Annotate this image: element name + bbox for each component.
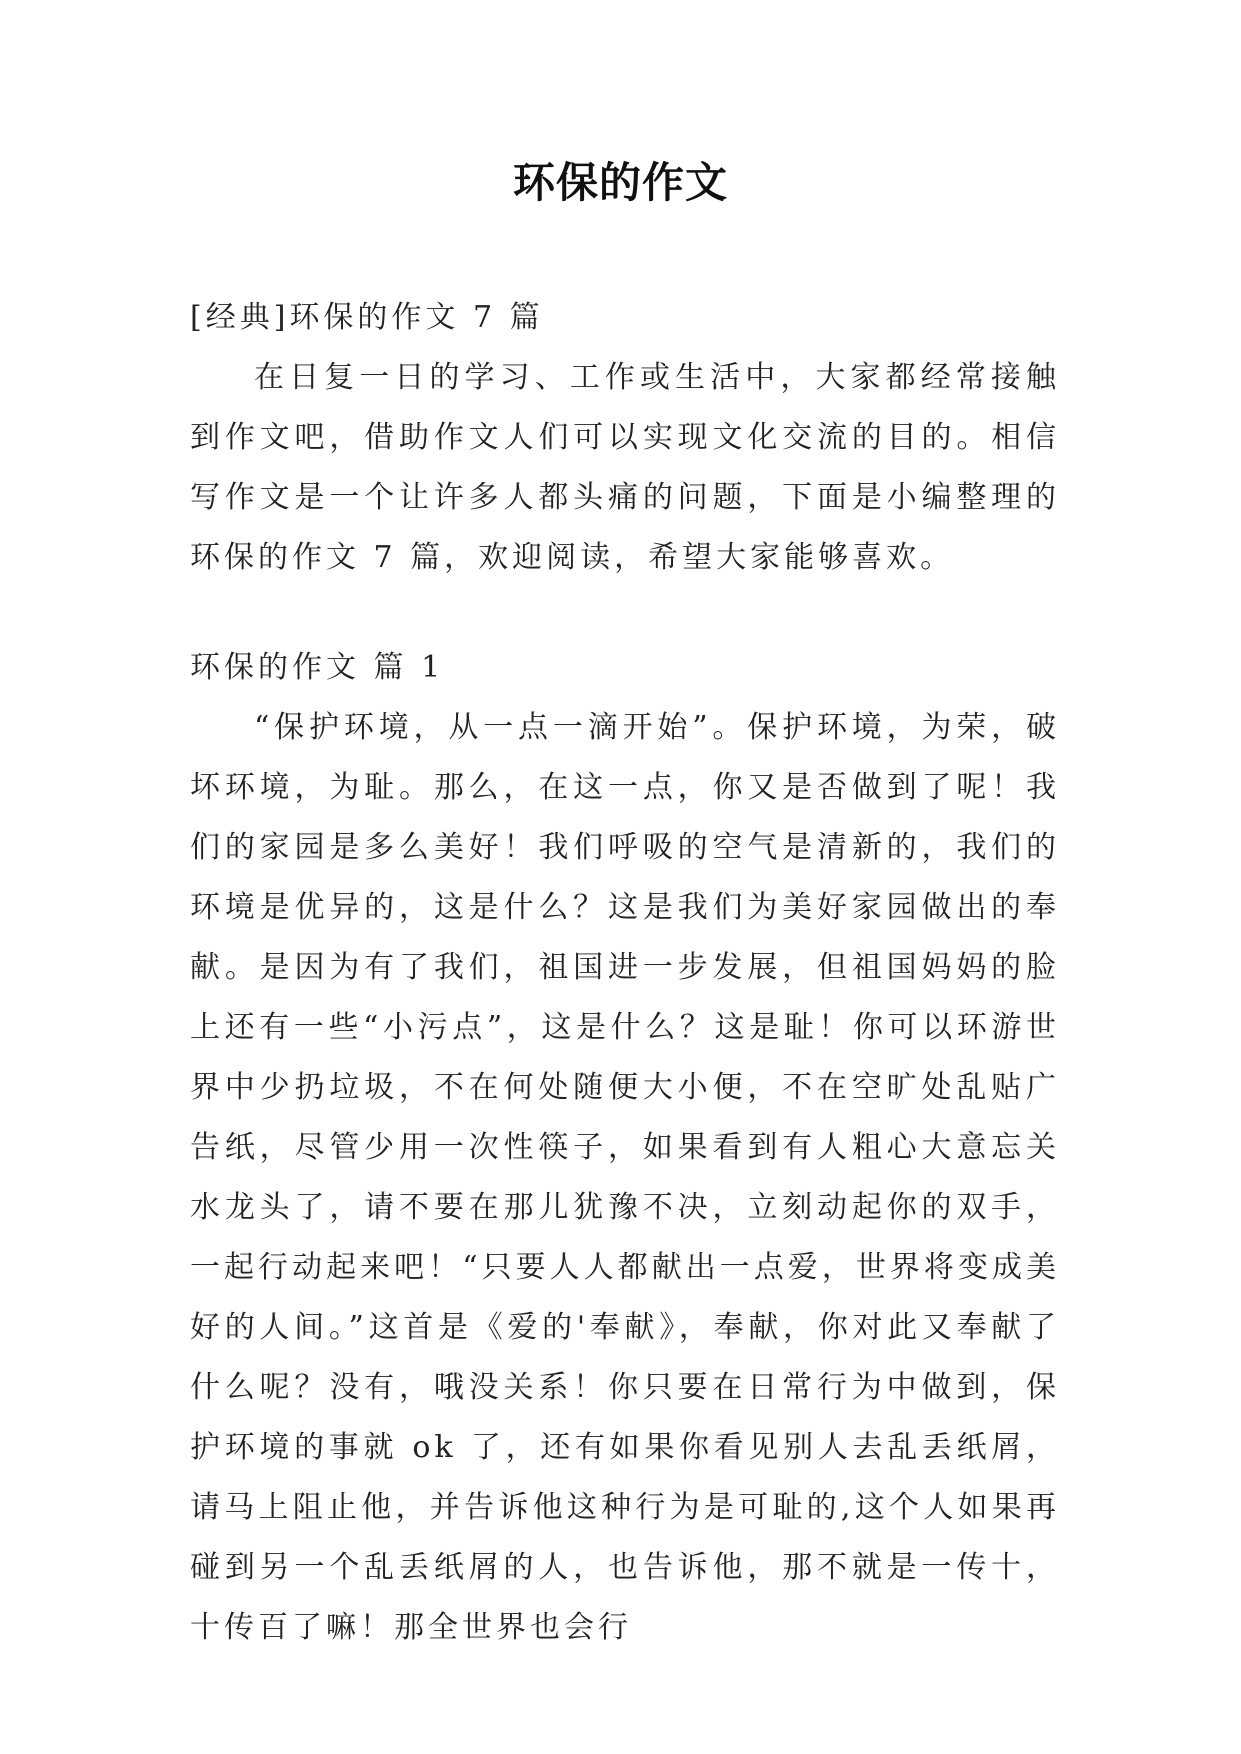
document-title: 环保的作文 [512,158,728,207]
section-heading: 环保的作文 篇 1 [190,650,445,685]
section-paragraph: “保护环境，从一点一滴开始”。保护环境，为荣，破坏环境，为耻。那么，在这一点，你又是否做到了呢！我们的家园是多么美好！我们呼吸的空气是清新的，我们的环境是优异的，这是什么？这是我们为美好家园做出的奉献。是因为有了我们，祖国进一步发展，但祖国妈妈的脸上还有一些“小污点”，这是什么？这是耻！你可以环游世界中少扔垃圾，不在何处随便大小便，不在空旷处乱贴广告纸，尽管少用一次性筷子，如果看到有人粗心大意忘关水龙头了，请不要在那儿犹豫不决，立刻动起你的双手，一起行动起来吧！“只要人人都献出一点爱，世界将变成美好的人间。”这首是《爱的'奉献》，奉献，你对此又奉献了什么呢？没有，哦没关系！你只要在日常行为中做到，保护环境的事就 ok 了，还有如果你看见别人去乱丢纸屑，请马上阻止他，并告诉他这种行为是可耻的,这个人如果再碰到另一个乱丢纸屑的人，也告诉他，那不就是一传十，十传百了嘛！那全世界也会行 [190,710,1060,1645]
intro-paragraph: 在日复一日的学习、工作或生活中，大家都经常接触到作文吧，借助作文人们可以实现文化交流的目的。相信写作文是一个让许多人都头痛的问题，下面是小编整理的环保的作文 7 篇，欢迎阅读，希望大家能够喜欢。 [190,360,1060,575]
section-spacer [190,588,1060,638]
document-body [190,288,1060,1658]
document-subtitle: [经典]环保的作文 7 篇 [190,300,544,335]
